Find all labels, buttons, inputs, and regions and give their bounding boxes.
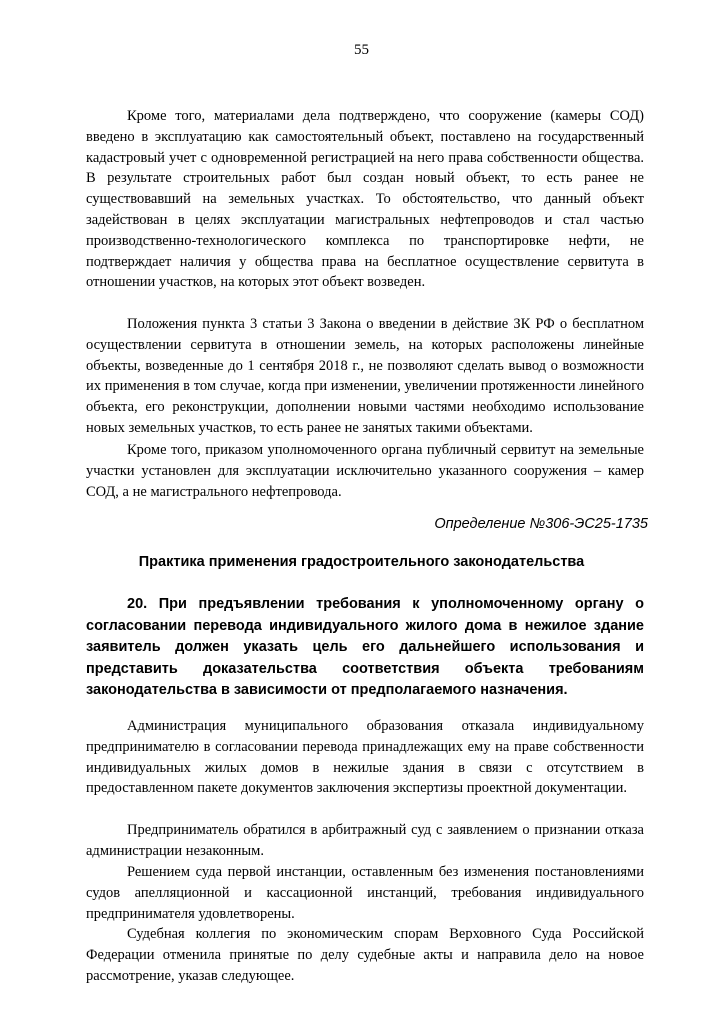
section-heading: Практика применения градостроительного законодательства <box>138 554 585 570</box>
paragraph-servitude-provision: Положения пункта 3 статьи 3 Закона о введении в действие ЗК РФ о бесплатном осуществлении сервитута в отношении земель, на которых расположены линейные объекты, возведенные до 1 сентября 2018 г., не позволяют сделать вывод о возможности их применения в том случае, когда при изменении, увеличении протяженности линейного объекта, его реконструкции, дополнении новыми частями необходимо использование новых земельных участков, то есть ранее не занятых такими объектами. <box>86 316 644 436</box>
paragraph-entrepreneur-claim: Предприниматель обратился в арбитражный суд с заявлением о признании отказа администрации незаконным. <box>86 822 644 859</box>
paragraph-administration-refusal: Администрация муниципального образования отказала индивидуальному предпринимателю в согласовании перевода принадлежащих ему на праве собственности индивидуальных жилых домов в нежилые здания в связи с отсутствием в предоставленном пакете документов заключения экспертизы проектной документации. <box>86 718 644 797</box>
paragraph-supreme-court-collegium: Судебная коллегия по экономическим спорам Верховного Суда Российской Федерации отменила принятые по делу судебные акты и направила дело на новое рассмотрение, указав следующее. <box>86 926 644 984</box>
paragraph-public-servitude-order: Кроме того, приказом уполномоченного органа публичный сервитут на земельные участки установлен для эксплуатации исключительно указанного сооружения – камер СОД, а не магистрального нефтепровода. <box>86 442 644 500</box>
case-heading: 20. При предъявлении требования к уполномоченному органу о согласовании перевода индивидуального жилого дома в нежилое здание заявитель должен указать цель его дальнейшего использования и представить доказательства соответствия объекта требованиям законодательства в зависимости от предполагаемого назначения. <box>86 596 644 698</box>
paragraph-lower-courts-decision: Решением суда первой инстанции, оставленным без изменения постановлениями судов апелляционной и кассационной инстанций, требования индивидуального предпринимателя удовлетворены. <box>86 864 644 922</box>
ruling-citation: Определение №306-ЭС25-1735 <box>434 516 648 532</box>
paragraph-sod-object: Кроме того, материалами дела подтверждено, что сооружение (камеры СОД) введено в эксплуатацию как самостоятельный объект, поставлено на государственный кадастровый учет с одновременной регистрацией на него права собственности общества. В результате строительных работ был создан новый объект, то есть ранее не существовавший на земельных участках. То обстоятельство, что данный объект задействован в целях эксплуатации магистральных нефтепроводов и стал частью производственно-технологического комплекса по транспортировке нефти, не подтверждает наличия у общества права на бесплатное осуществление сервитута в отношении участков, на которых этот объект возведен. <box>86 108 644 291</box>
page-number: 55 <box>354 42 369 58</box>
